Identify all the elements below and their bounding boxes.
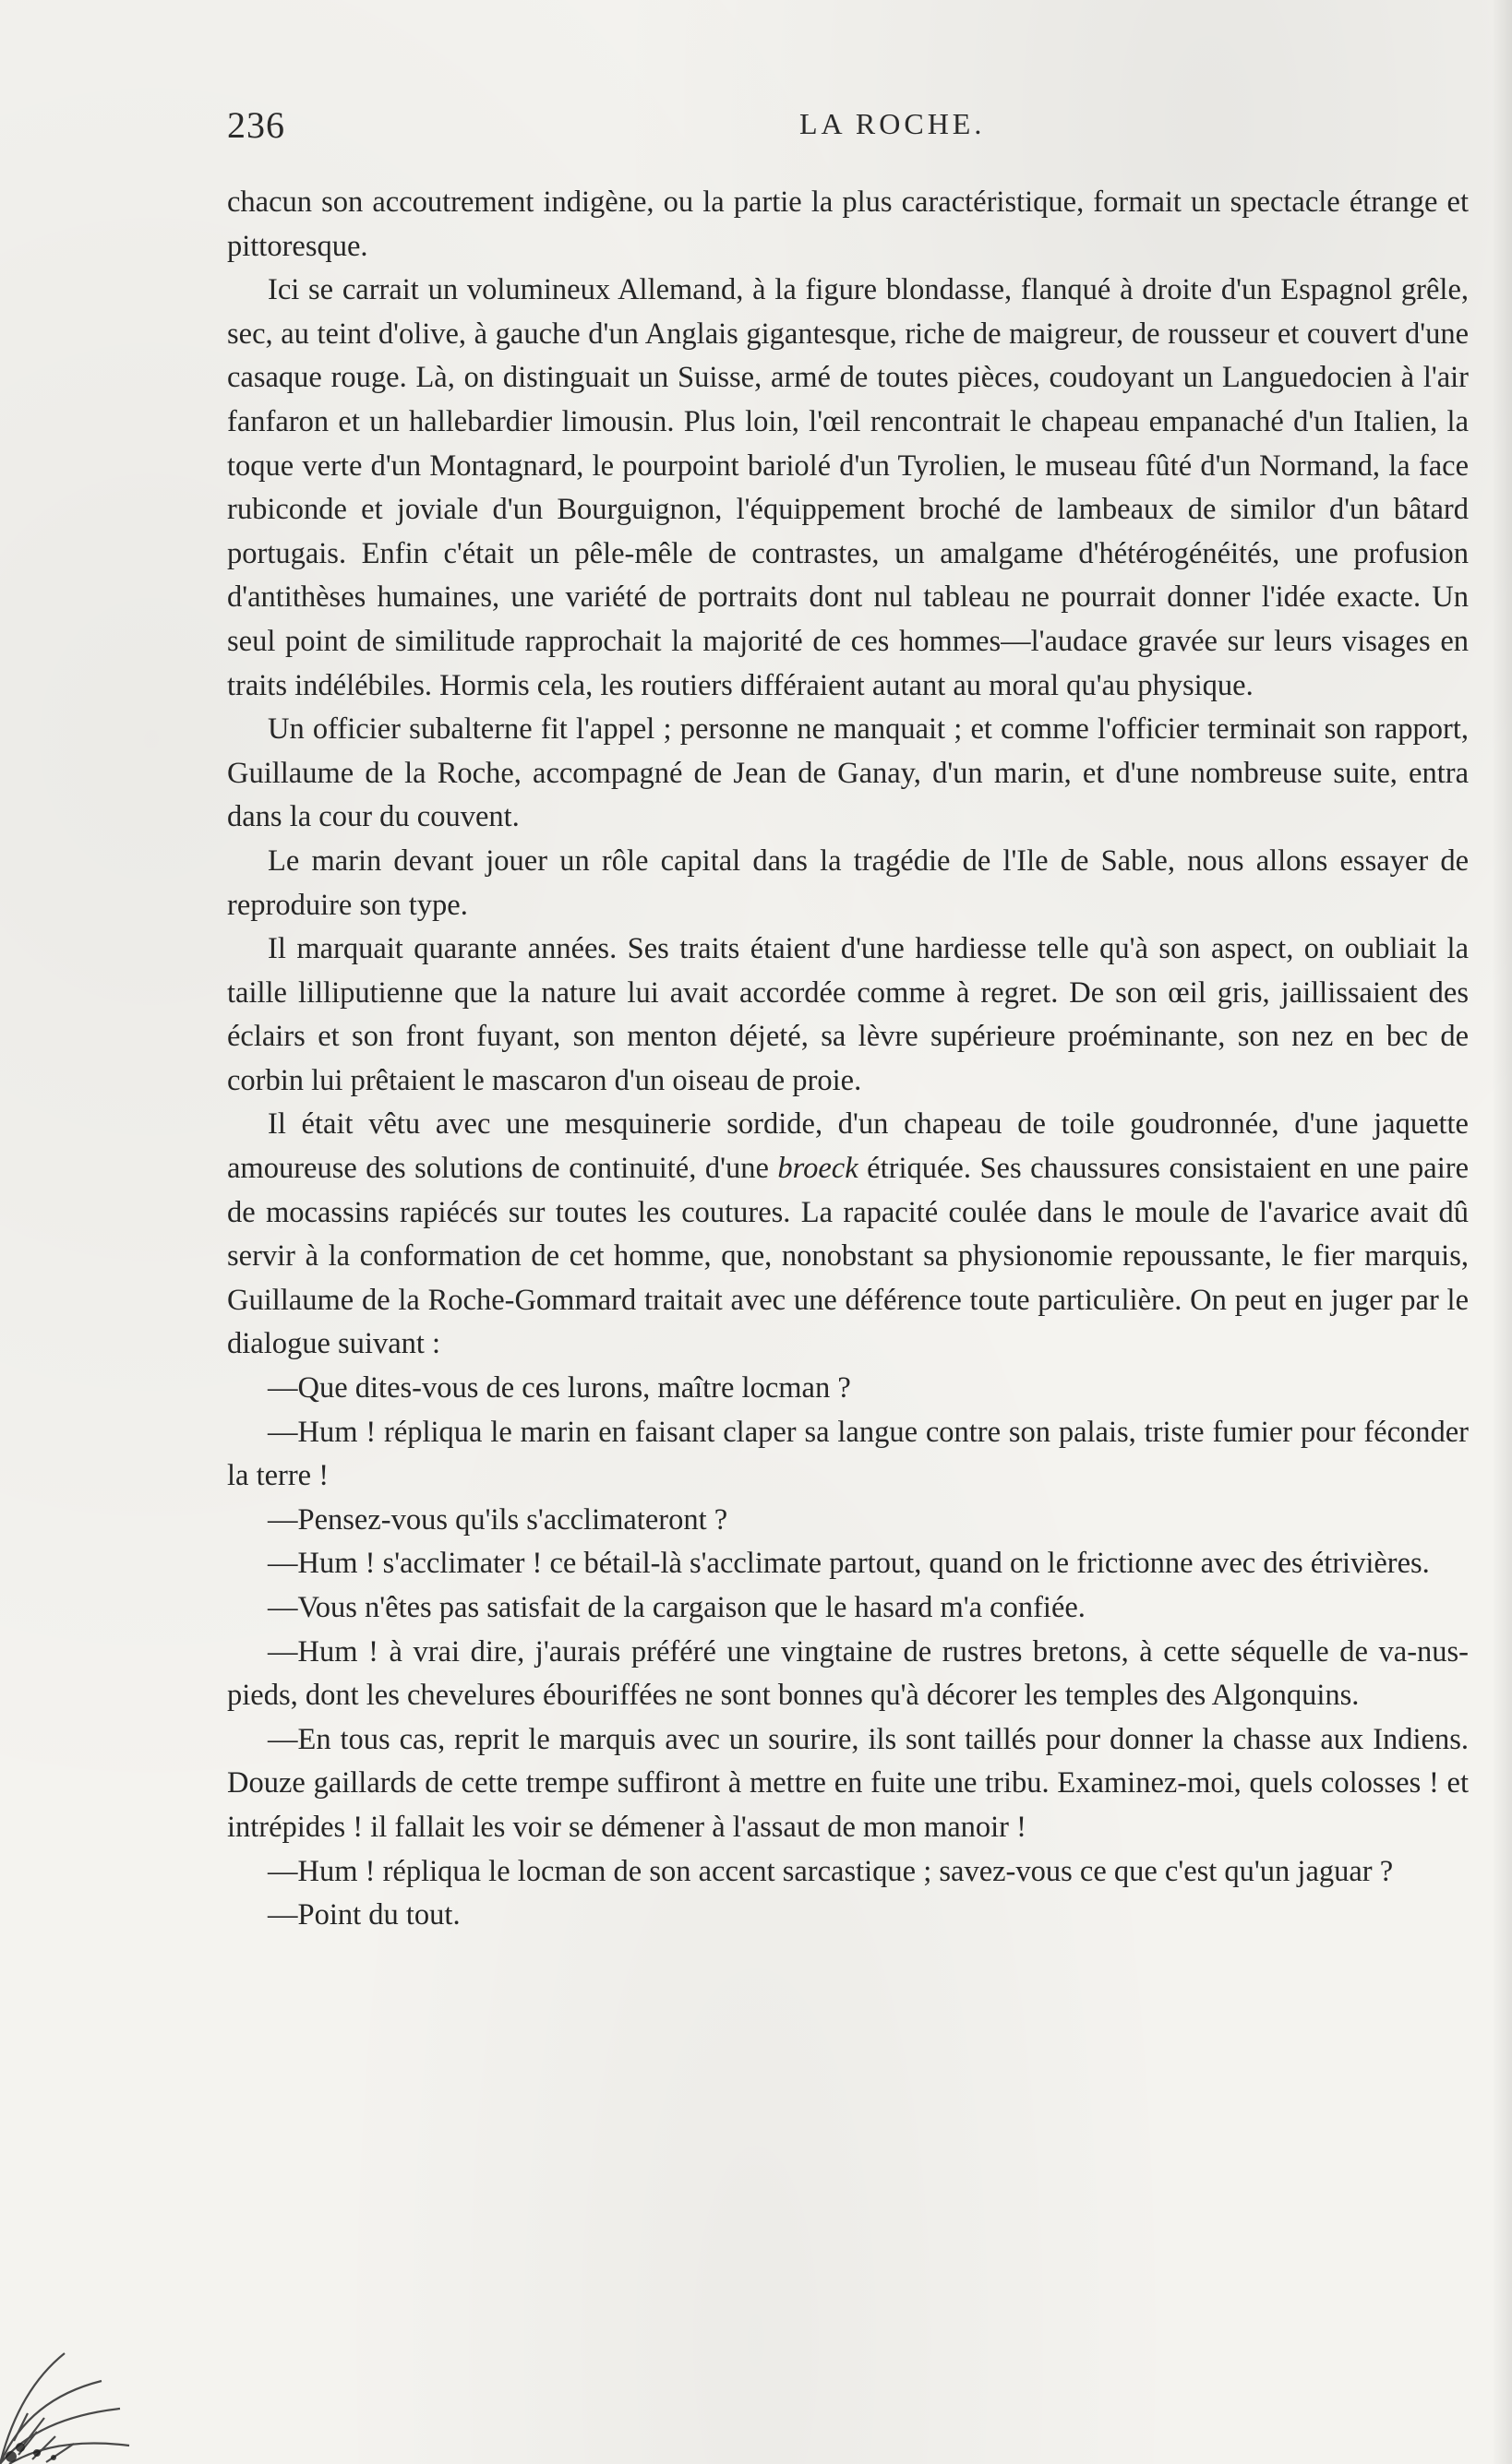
dialogue-line: —Hum ! répliqua le locman de son accent sarcastique ; savez-vous ce que c'est qu'un jaguar ? (268, 1854, 1394, 1888)
running-title: LA ROCHE. (799, 107, 986, 140)
page-number: 236 (227, 104, 285, 146)
dialogue-line: —Que dites-vous de ces lurons, maître locman ? (268, 1371, 851, 1405)
italic-word-broeck: broeck (777, 1152, 858, 1186)
dialogue-line: —Pensez-vous qu'ils s'acclimateront ? (268, 1502, 728, 1537)
paragraph-sailor-intro: Le marin devant jouer un rôle capital dans la tragédie de l'Ile de Sable, nous allons essayer de reproduire son type. (227, 843, 1469, 922)
dialogue-line: —Vous n'êtes pas satisfait de la cargaison que le hasard m'a confiée. (268, 1591, 1086, 1624)
paragraph-roll-call: Un officier subalterne fit l'appel ; personne ne manquait ; et comme l'officier terminait son rapport, Guillaume de la Roche, accompagné de Jean de Ganay, d'un marin, et d'une nombreuse suite, entra dans la cour du couvent. (227, 712, 1469, 834)
paragraph-sailor-clothing (227, 1103, 1469, 1367)
paragraph-sailor-portrait: Il marquait quarante années. Ses traits étaient d'une hardiesse telle qu'à son aspect, on oubliait la taille lilliputienne que la nature lui avait accordée comme à regret. De son œil gris, jaillissaient des éclairs et son front fuyant, son menton déjeté, sa lèvre supérieure proéminante, son nez en bec de corbin lui prêtaient le mascaron d'un oiseau de proie. (227, 932, 1469, 1097)
corner-ornament-icon (0, 2344, 138, 2464)
dialogue-line: —Hum ! s'acclimater ! ce bétail-là s'acclimate partout, quand on le frictionne avec des étrivières. (268, 1547, 1430, 1581)
clothing-text-after: étriquée. Ses chaussures consistaient en une paire de mocassins rapiécés sur toutes les coutures. La rapacité coulée dans le moule de l'avarice avait dû servir à la conformation de cet homme, que, nonobstant sa physionomie repoussante, le fier marquis, Guillaume de la Roche-Gommard traitait avec une déférence toute particulière. On peut en juger par le dialogue suivant : (227, 1152, 1470, 1361)
dialogue-line: —Hum ! répliqua le marin en faisant claper sa langue contre son palais, triste fumier pour féconder la terre ! (227, 1415, 1469, 1493)
dialogue-line: —En tous cas, reprit le marquis avec un sourire, ils sont taillés pour donner la chasse aux Indiens. Douze gaillards de cette trempe suffiront à mettre en fuite une tribu. Examinez-moi, quels colosses ! et intrépides ! il fallait les voir se démener à l'assaut de mon manoir ! (227, 1722, 1469, 1844)
page-header (227, 103, 1492, 159)
clothing-text-before: Il était vêtu avec une mesquinerie sordide, d'un chapeau de toile goudronnée, d'une jaquette amoureuse des solutions de continuité, d'une (227, 1107, 1469, 1186)
dialogue-line: —Point du tout. (268, 1898, 461, 1932)
scan-edge-shadow (1492, 0, 1512, 2464)
paragraph-continuation: chacun son accoutrement indigène, ou la partie la plus caractéristique, formait un spectacle étrange et pittoresque. (227, 185, 1469, 263)
dialogue-line: —Hum ! à vrai dire, j'aurais préféré une vingtaine de rustres bretons, à cette séquelle de va-nus-pieds, dont les chevelures ébouriffées ne sont bonnes qu'à décorer les temples des Algonquins. (227, 1634, 1469, 1713)
paragraph-crowd-description: Ici se carrait un volumineux Allemand, à la figure blondasse, flanqué à droite d'un Espagnol grêle, sec, au teint d'olive, à gauche d'un Anglais gigantesque, riche de maigreur, de rousseur et couvert d'une casaque rouge. Là, on distinguait un Suisse, armé de toutes pièces, coudoyant un Languedocien à l'air fanfaron et un hallebardier limousin. Plus loin, l'œil rencontrait le chapeau empanaché d'un Italien, la toque verte d'un Montagnard, le pourpoint bariolé d'un Tyrolien, le museau fûté d'un Normand, la face rubiconde et joviale d'un Bourguignon, l'équippement broché de lambeaux de similor d'un bâtard portugais. Enfin c'était un pêle-mêle de contrastes, un amalgame d'hétérogénéités, une profusion d'antithèses humaines, une variété de portraits dont nul tableau ne pourrait donner l'idée exacte. Un seul point de similitude rapprochait la majorité de ces hommes—l'audace gravée sur leurs visages en traits indélébiles. Hormis cela, les routiers différaient autant au moral qu'au physique. (227, 273, 1469, 702)
body-text (227, 181, 1469, 1938)
